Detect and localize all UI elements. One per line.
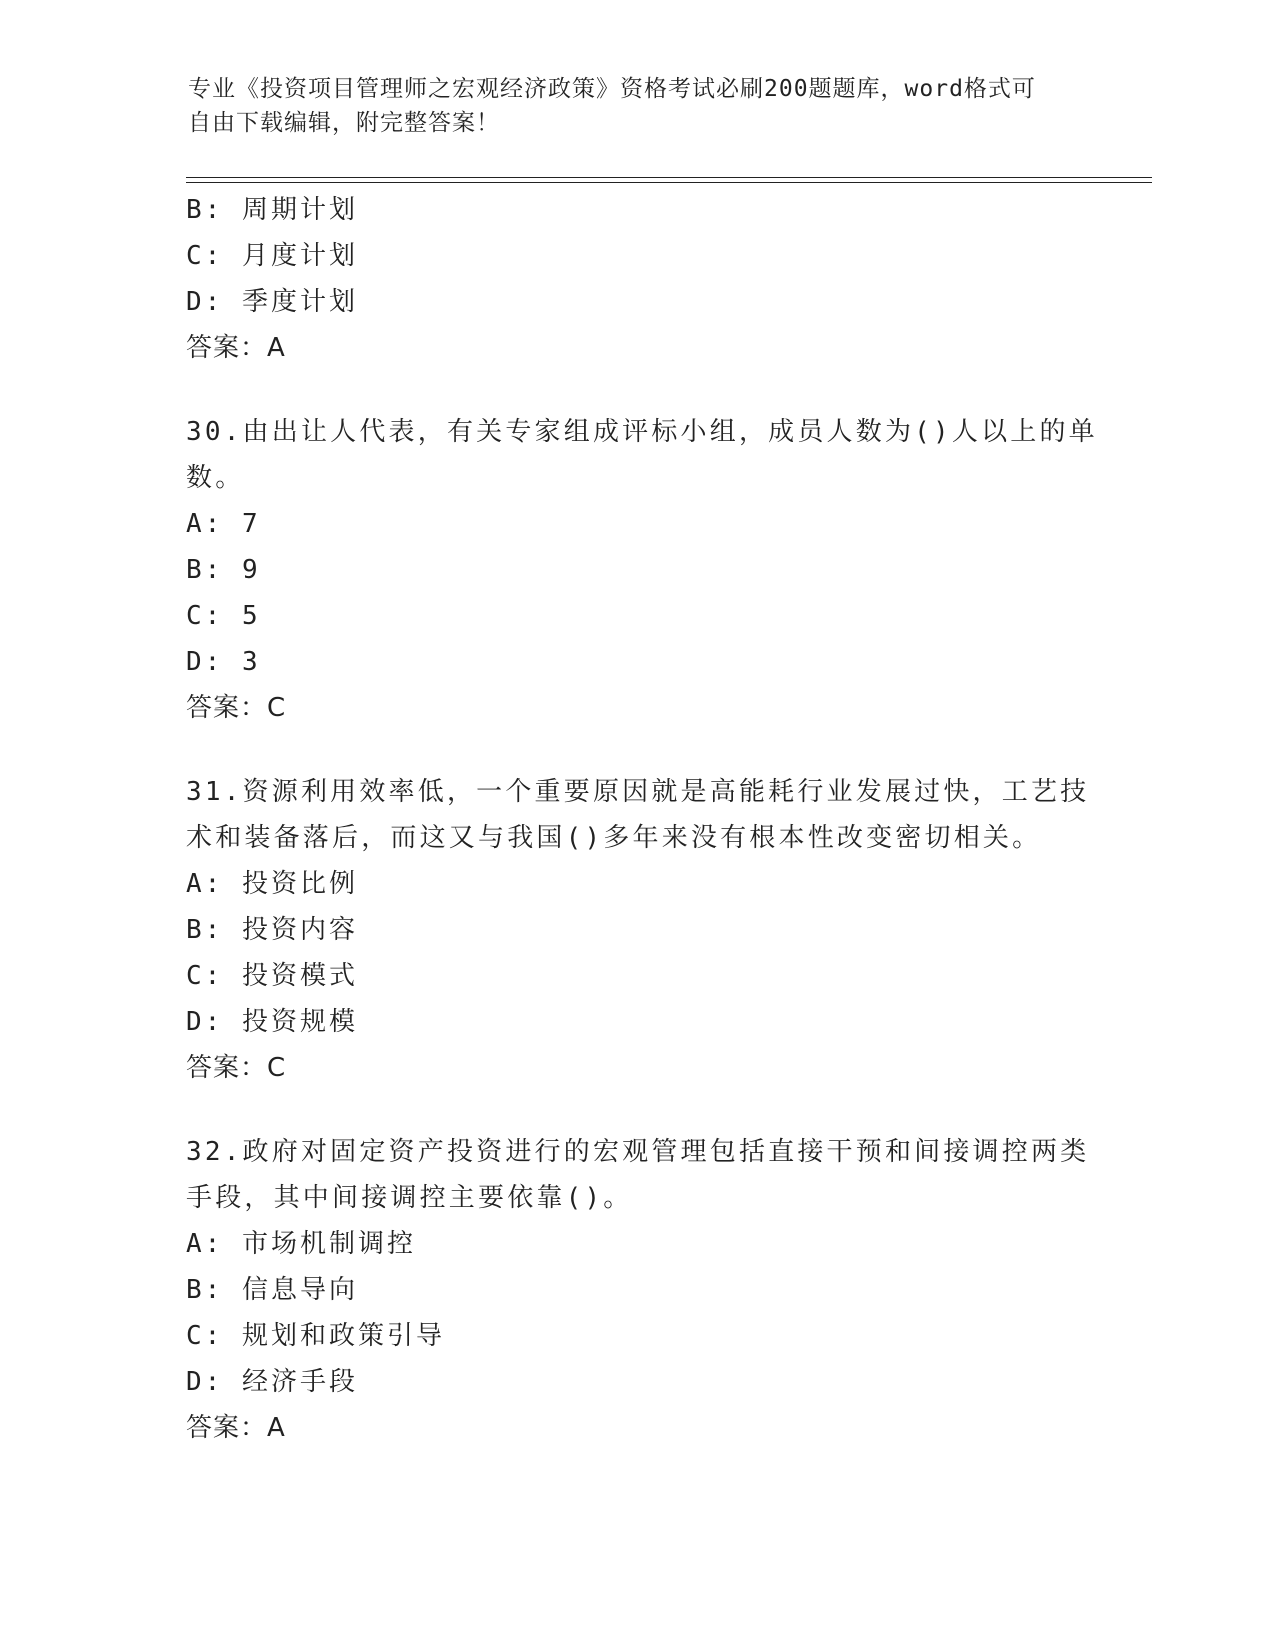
option-b: B: 9 — [186, 555, 261, 585]
document-header — [188, 72, 1068, 140]
header-divider-bottom — [186, 182, 1152, 183]
option-d: D: 经济手段 — [186, 1367, 358, 1397]
option-b: B: 投资内容 — [186, 915, 358, 945]
question-block-32 — [186, 1129, 1090, 1451]
option-d: D: 季度计划 — [186, 287, 358, 317]
option-d: D: 投资规模 — [186, 1007, 358, 1037]
option-a: A: 投资比例 — [186, 869, 358, 899]
option-c: C: 月度计划 — [186, 241, 358, 271]
question-stem-line: 32.政府对固定资产投资进行的宏观管理包括直接干预和间接调控两类 — [186, 1137, 1090, 1167]
question-stem-line: 手段，其中间接调控主要依靠()。 — [186, 1183, 633, 1213]
option-c: C: 规划和政策引导 — [186, 1321, 445, 1351]
question-block-partial — [186, 187, 1086, 371]
header-line-1: 专业《投资项目管理师之宏观经济政策》资格考试必刷200题题库，word格式可 — [188, 76, 1036, 102]
header-divider-top — [186, 177, 1152, 178]
answer-line: 答案：A — [186, 1413, 286, 1443]
header-line-2: 自由下载编辑，附完整答案！ — [188, 110, 500, 136]
question-stem-line: 术和装备落后，而这又与我国()多年来没有根本性改变密切相关。 — [186, 823, 1042, 853]
answer-line: 答案：A — [186, 333, 286, 363]
question-list — [186, 187, 1098, 1451]
question-stem-line: 数。 — [186, 463, 245, 493]
option-a: A: 7 — [186, 509, 261, 539]
option-b: B: 周期计划 — [186, 195, 358, 225]
question-stem-line: 31.资源利用效率低，一个重要原因就是高能耗行业发展过快，工艺技 — [186, 777, 1090, 807]
question-block-31 — [186, 769, 1090, 1091]
answer-line: 答案：C — [186, 693, 287, 723]
answer-line: 答案：C — [186, 1053, 287, 1083]
option-c: C: 5 — [186, 601, 261, 631]
option-a: A: 市场机制调控 — [186, 1229, 416, 1259]
question-stem-line: 30.由出让人代表，有关专家组成评标小组，成员人数为()人以上的单 — [186, 417, 1098, 447]
option-d: D: 3 — [186, 647, 261, 677]
option-b: B: 信息导向 — [186, 1275, 358, 1305]
option-c: C: 投资模式 — [186, 961, 358, 991]
question-block-30 — [186, 409, 1098, 731]
